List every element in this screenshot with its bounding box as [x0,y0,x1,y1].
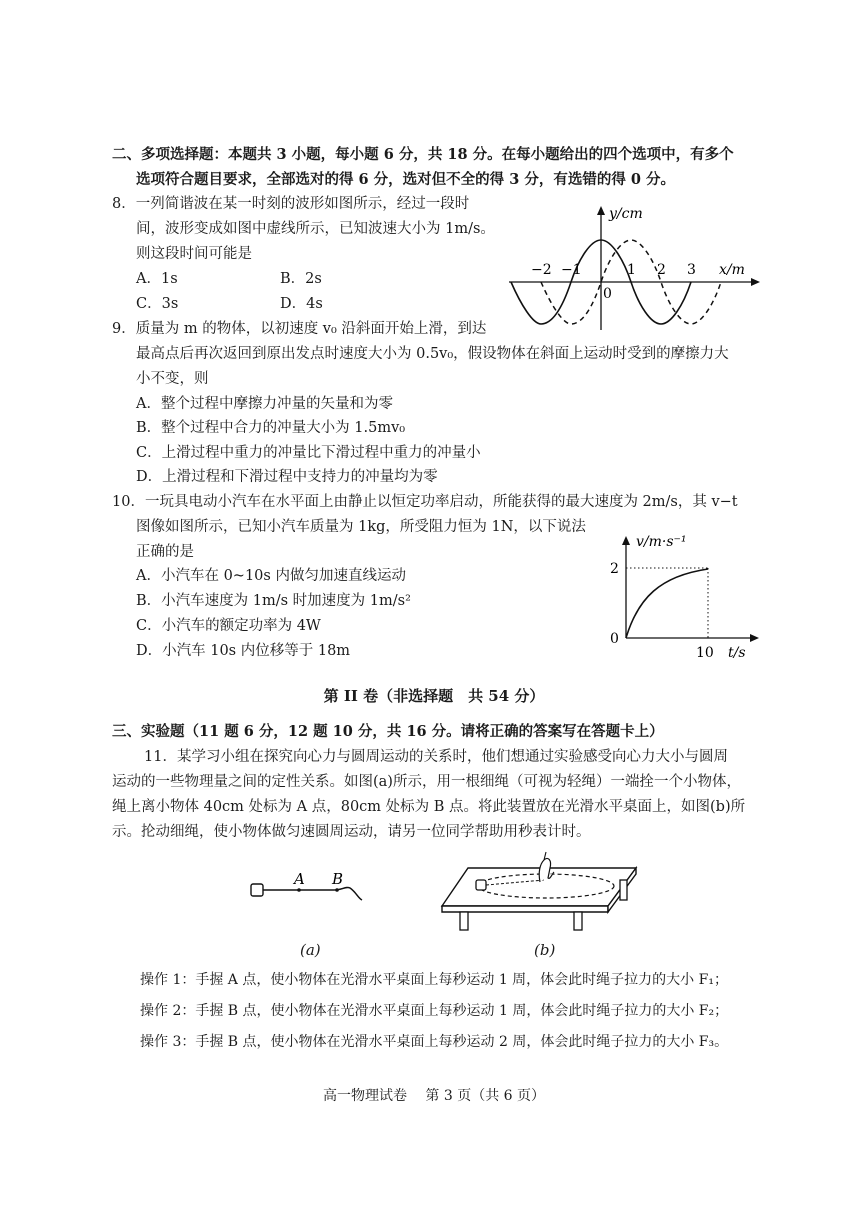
rope [263,887,362,900]
small-object [476,880,486,890]
q8-xtick-3: 3 [687,262,696,278]
q11-operation-2: 操作 2：手握 B 点，使小物体在光滑水平桌面上每秒运动 1 周，体会此时绳子拉力的大小 F₂； [140,1003,729,1019]
t-axis-arrow-icon [750,634,759,642]
v-axis-arrow-icon [622,536,630,545]
y-axis-arrow-icon [597,206,605,215]
q9-option-b: B．整个过程中合力的冲量大小为 1.5mv₀ [136,420,406,436]
q10-option-b: B．小汽车速度为 1m/s 时加速度为 1m/s² [136,593,411,609]
q8-xtick-neg2: −2 [531,262,552,278]
table-edge [442,906,608,912]
section-2-heading-line2: 选项符合题目要求，全部选对的得 6 分，选对但不全的得 3 分，有选错的得 0 分。 [136,171,676,188]
q10-origin-label: 0 [610,631,619,647]
q9-option-d: D．上滑过程和下滑过程中支持力的冲量均为零 [136,469,438,485]
q11-figure-b [440,850,650,935]
q10-xtick-10: 10 [696,645,714,661]
q9-stem-line1: 9．质量为 m 的物体，以初速度 v₀ 沿斜面开始上滑，到达 [112,321,487,337]
q8-ylabel: y/cm [609,206,643,222]
q8-option-a: A．1s [136,271,178,287]
q8-xtick-1: 1 [627,262,636,278]
section-2-heading-line1: 二、多项选择题：本题共 3 小题，每小题 6 分，共 18 分。在每小题给出的四个选项中，有多个 [112,146,734,163]
q10-stem-line2: 图像如图所示，已知小汽车质量为 1kg，所受阻力恒为 1N，以下说法 [136,519,586,535]
q11-operation-3: 操作 3：手握 B 点，使小物体在光滑水平桌面上每秒运动 2 周，体会此时绳子拉力的大小 F₃。 [140,1034,729,1050]
q8-stem-line1: 8．一列简谐波在某一时刻的波形如图所示，经过一段时 [112,196,470,212]
part-2-title: 第 II 卷（非选择题 共 54 分） [323,687,545,705]
q8-stem-line2: 间，波形变成如图中虚线所示，已知波速大小为 1m/s。 [136,221,495,237]
figure-a-caption: (a) [300,941,321,959]
q8-stem-line3: 则这段时间可能是 [136,246,252,262]
q11-figure-a [246,864,386,924]
q8-xtick-2: 2 [657,262,666,278]
q10-stem-line1: 10．一玩具电动小汽车在水平面上由静止以恒定功率启动，所能获得的最大速度为 2m/s，其 v−t [112,494,738,510]
section-3-heading: 三、实验题（11 题 6 分，12 题 10 分，共 16 分。请将正确的答案写在答题卡上） [112,723,664,740]
q10-ytick-2: 2 [610,561,619,577]
q10-vt-figure [610,526,766,661]
q11-text-line4: 示。抡动细绳，使小物体做匀速圆周运动，请另一位同学帮助用秒表计时。 [112,824,591,840]
x-axis-arrow-icon [751,278,760,286]
q8-xlabel: x/m [719,262,745,278]
q11-operation-1: 操作 1：手握 A 点，使小物体在光滑水平桌面上每秒运动 1 周，体会此时绳子拉力的大小 F₁； [140,972,728,988]
q10-option-d: D．小汽车 10s 内位移等于 18m [136,643,351,659]
table-leg [574,912,582,930]
point-b-dot [335,888,339,892]
q8-origin-label: 0 [603,286,612,302]
q8-wave-figure [505,198,765,338]
q9-option-c: C．上滑过程中重力的冲量比下滑过程中重力的冲量小 [136,445,481,461]
q10-option-c: C．小汽车的额定功率为 4W [136,618,321,634]
q11-text-line1: 11．某学习小组在探究向心力与圆周运动的关系时，他们想通过实验感受向心力大小与圆周 [144,749,728,765]
page-footer: 高一物理试卷 第 3 页（共 6 页） [322,1088,546,1104]
table-leg [620,880,627,900]
point-b-label: B [332,870,344,888]
point-a-dot [297,888,301,892]
q11-text-line2: 运动的一些物理量之间的定性关系。如图(a)所示，用一根细绳（可视为轻绳）一端拴一个小物体， [112,774,741,790]
q10-ylabel: v/m·s⁻¹ [636,534,687,550]
q10-option-a: A．小汽车在 0~10s 内做匀加速直线运动 [136,568,406,584]
small-object [251,884,263,896]
q9-stem-line2: 最高点后再次返回到原出发点时速度大小为 0.5v₀，假设物体在斜面上运动时受到的摩擦力大 [136,346,729,362]
q8-option-c: C．3s [136,296,179,312]
q8-option-b: B．2s [280,271,322,287]
point-a-label: A [294,870,305,888]
q8-option-d: D．4s [280,296,323,312]
q9-stem-line3: 小不变，则 [136,371,209,387]
table-leg [460,912,468,930]
figure-b-caption: (b) [534,941,556,959]
q10-stem-line3: 正确的是 [136,544,194,560]
q9-option-a: A．整个过程中摩擦力冲量的矢量和为零 [136,396,393,412]
velocity-curve [626,569,708,638]
q8-xtick-neg1: −1 [561,262,582,278]
q10-xlabel: t/s [728,645,746,661]
q11-text-line3: 绳上离小物体 40cm 处标为 A 点，80cm 处标为 B 点。将此装置放在光滑水平桌面上，如图(b)所 [112,799,746,815]
